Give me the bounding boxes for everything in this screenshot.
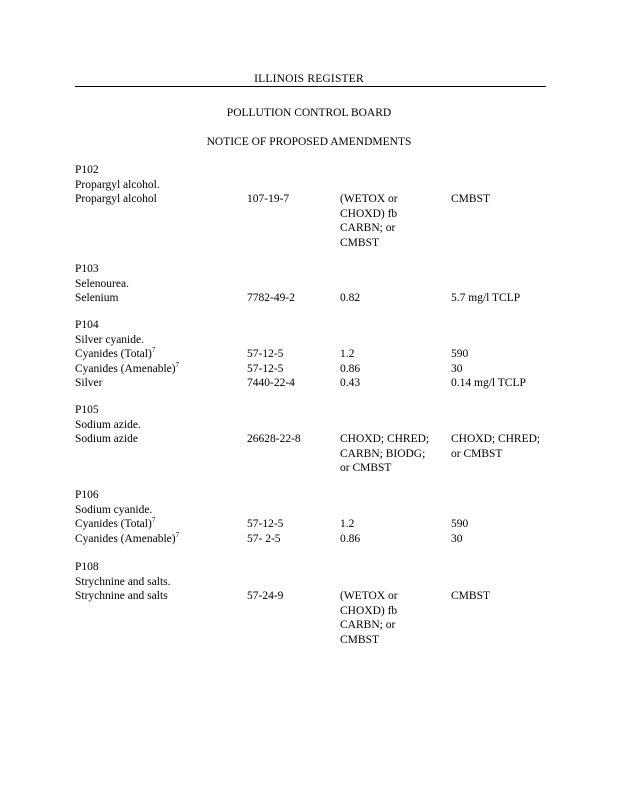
constituent-name [75,517,155,532]
constituent-row [75,347,555,362]
wastewater-standard [340,589,398,647]
header-rule [75,86,546,87]
ww-line: CARBN; BIODG; [340,447,426,460]
wastewater-standard: 0.43 [340,377,361,389]
constituent-row [75,517,555,532]
waste-code: P106 [75,489,99,501]
constituent-name: Sodium azide [75,433,138,445]
waste-description: Sodium azide. [75,418,141,431]
ww-line: (WETOX or [340,193,398,205]
entry-p106 [75,488,555,546]
constituent-name: Strychnine and salts [75,590,168,602]
constituent-name: Selenium [75,292,119,304]
nonwastewater-standard: 0.14 mg/l TCLP [451,377,526,389]
constituent-row [75,192,555,250]
constituent-name [75,347,155,362]
waste-description: Propargyl alcohol. [75,178,160,191]
constituent-label: Cyanides (Amenable) [75,362,176,375]
waste-code: P108 [75,561,99,573]
waste-code: P105 [75,404,99,416]
ww-line: CHOXD; CHRED; [340,433,430,445]
ww-line: CARBN; or [340,222,396,234]
constituent-row [75,362,555,377]
constituent-name [75,532,179,547]
cas-number: 57-12-5 [247,348,284,360]
constituent-label: Cyanides (Total) [75,348,152,360]
nonwastewater-standard: 590 [451,518,469,530]
ww-line: CHOXD) fb [340,207,398,220]
nonwastewater-standard [451,432,540,461]
ww-line: CARBN; or [340,619,396,631]
constituent-row [75,589,555,647]
wastewater-standard [340,432,429,476]
constituent-row [75,291,555,306]
ww-line: or CMBST [340,462,392,474]
waste-code: P103 [75,263,99,275]
wastewater-standard: 1.2 [340,518,355,530]
ww-line: (WETOX or [340,590,398,602]
waste-description: Silver cyanide. [75,333,144,346]
waste-description: Strychnine and salts. [75,575,171,588]
cas-number: 7440-22-4 [247,377,295,389]
board-name: POLLUTION CONTROL BOARD [226,107,392,119]
nonwastewater-standard: 5.7 mg/l TCLP [451,292,521,304]
footnote-mark: 7 [175,360,180,369]
waste-description: Sodium cyanide. [75,503,153,516]
entry-p105 [75,403,555,476]
nonwastewater-standard: 590 [451,348,469,360]
entry-p104 [75,318,555,391]
wastewater-standard [340,192,398,250]
ww-line: CHOXD) fb [340,604,398,617]
constituent-label: Cyanides (Total) [75,518,152,530]
entry-p102 [75,163,555,250]
cas-number: 107-19-7 [247,193,290,205]
cas-number: 26628-22-8 [247,433,301,445]
nonwastewater-standard: 30 [451,362,463,375]
constituent-name: Silver [75,377,103,389]
register-title: ILLINOIS REGISTER [254,73,364,85]
wastewater-standard: 0.86 [340,362,361,375]
constituent-row [75,432,555,476]
nonwastewater-standard: CMBST [451,193,490,205]
nonwastewater-standard: CMBST [451,590,490,602]
wastewater-standard: 1.2 [340,348,355,360]
constituent-row [75,376,555,391]
wastewater-standard: 0.82 [340,292,361,304]
cas-number: 57-24-9 [247,590,284,602]
ww-line: CMBST [340,633,379,646]
footnote-mark: 7 [175,530,180,539]
entry-p108 [75,560,555,647]
cas-number: 57- 2-5 [247,532,281,545]
ww-line: CMBST [340,236,379,249]
waste-code: P102 [75,164,99,176]
nonwastewater-standard: 30 [451,532,463,545]
footnote-mark: 7 [151,516,156,524]
notice-title: NOTICE OF PROPOSED AMENDMENTS [206,136,412,148]
constituent-name: Propargyl alcohol [75,193,157,205]
nww-line: or CMBST [451,447,503,460]
cas-number: 57-12-5 [247,362,284,375]
cas-number: 7782-49-2 [247,292,295,304]
waste-code: P104 [75,319,99,331]
constituent-name [75,362,179,377]
wastewater-standard: 0.86 [340,532,361,545]
footnote-mark: 7 [151,346,156,354]
cas-number: 57-12-5 [247,518,284,530]
constituent-row [75,532,555,547]
entry-p103 [75,262,555,306]
nww-line: CHOXD; CHRED; [451,433,541,445]
waste-description: Selenourea. [75,277,129,290]
constituent-label: Cyanides (Amenable) [75,532,176,545]
